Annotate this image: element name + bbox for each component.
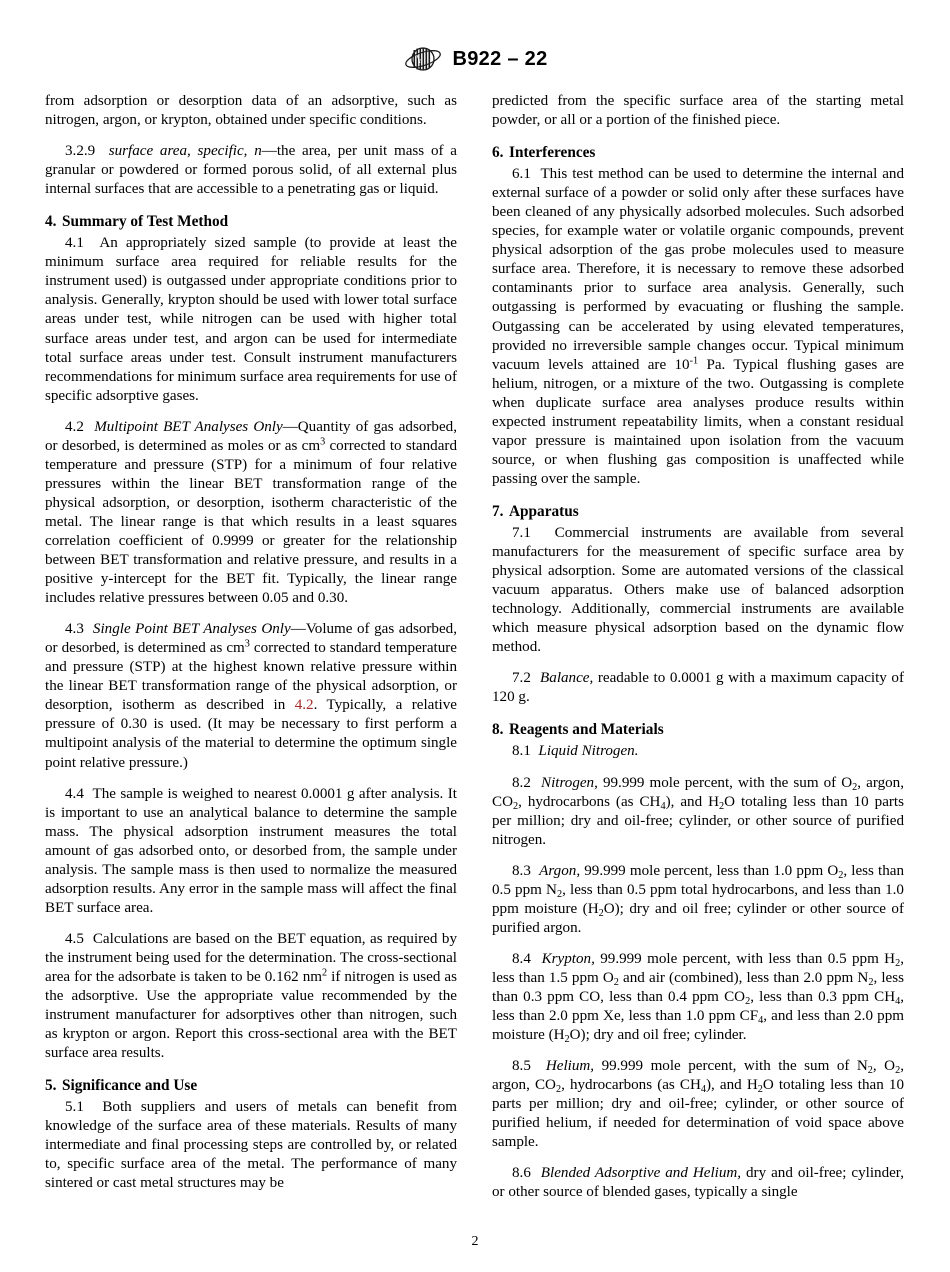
paragraph-number: 7.1 — [512, 524, 531, 541]
paragraph-number: 8.5 — [512, 1058, 531, 1075]
paragraph-4-4 — [45, 785, 457, 918]
defined-term: Helium, — [545, 1058, 595, 1075]
paragraph-5-1 — [45, 1098, 457, 1193]
superscript-exponent: -1 — [689, 355, 699, 367]
defined-term: Single Point BET Analyses Only — [92, 621, 291, 638]
defined-term: Nitrogen, — [541, 774, 598, 791]
section-title: Apparatus — [509, 502, 579, 520]
paragraph-8-6 — [492, 1164, 904, 1202]
paragraph-4-1 — [45, 234, 457, 405]
paragraph-6-1 — [492, 165, 904, 489]
paragraph-number: 3.2.9 — [65, 143, 96, 160]
paragraph-number: 6.1 — [512, 166, 531, 183]
section-number: 8. — [492, 721, 504, 739]
paragraph-4-5 — [45, 930, 457, 1063]
paragraph-number: 8.4 — [512, 950, 531, 967]
paragraph-8-3 — [492, 862, 904, 938]
paragraph-text-a: Calculations are based on the BET equation, as required by the instrument being used for the determination. The cross-sectional area for the adsorbate is taken to be 0.162 nm — [45, 930, 457, 985]
section-number: 7. — [492, 502, 504, 520]
paragraph-text-a: —Quantity of gas adsorbed, or desorbed, is determined as moles or as cm — [45, 418, 457, 454]
astm-logo — [403, 44, 443, 74]
paragraph-continued-top-right: predicted from the specific surface area of the starting metal powder, or all or a portion of the finished piece. — [492, 93, 904, 129]
section-heading-5 — [45, 1063, 457, 1098]
paragraph-7-2 — [492, 669, 904, 707]
cross-reference-link-4-2[interactable]: 4.2 — [294, 697, 314, 714]
section-heading-7 — [492, 489, 904, 524]
paragraph-text-a: This test method can be used to determine the internal and external surface of a powder or solid only after these surfaces have been cleaned of any physically adsorbed molecules. Such adsorbed species, for example water or volatile organic compounds, prevent physical adsorption of the gas probe molecules used to measure surface area. Therefore, it is necessary to remove these adsorbed contaminants prior to surface area analysis. Generally, such outgassing is performed by evacuating or flushing the sample. Outgassing can be accelerated by using elevated temperatures, provided no irreversible sample changes occur. Typical minimum vacuum levels attained are 10 — [492, 166, 904, 373]
paragraph-text: Commercial instruments are available from several manufacturers for the measurement of specific surface area by physical adsorption. Some are automated versions of the classical vacuum apparatus. Others make use of balanced adsorption technology. Additionally, commercial instruments are available which measure physical adsorption based on the dynamic flow method. — [492, 524, 904, 656]
paragraph-7-1 — [492, 524, 904, 657]
paragraph-text: The sample is weighed to nearest 0.0001 g after analysis. It is important to use an analytical balance to determine the sample mass. The physical adsorption instrument measures the total amount of gas adsorbed onto, or desorbed from, the sample under analysis. The sample mass is then used to normalize the measured adsorption results. Any error in the sample mass will affect the final BET surface area. — [45, 785, 457, 916]
paragraph-text: 99.999 mole percent, with less than 0.5 ppm $H_2$, less than 1.5 ppm $O_2$ and air (combined), less than 2.0 ppm $N_2$, less than 0.3 ppm CO, less than 0.4 ppm $CO_2$, less than 0.3 ppm $CH_4$, less than 2.0 ppm Xe, less than 1.0 ppm $CF_4$, and less than 2.0 ppm moisture $(H_2O)$; dry and oil free; cylinder. — [492, 950, 905, 1045]
defined-term: surface area, specific, n — [108, 143, 262, 160]
section-title: Reagents and Materials — [509, 721, 664, 739]
paragraph-continued-top-left: from adsorption or desorption data of an adsorptive, such as nitrogen, argon, or krypton, obtained under specific conditions. — [45, 93, 457, 129]
paragraph-8-1 — [492, 742, 904, 761]
paragraph-8-2 — [492, 774, 904, 850]
paragraph-8-4 — [492, 950, 904, 1045]
page-header — [0, 44, 950, 74]
paragraph-text: dry and oil-free; cylinder, or other source of blended gases, typically a single — [492, 1165, 905, 1201]
right-column — [492, 92, 904, 1202]
paragraph-number: 8.1 — [512, 743, 531, 760]
paragraph-text: 99.999 mole percent, with the sum of $N_2$, $O_2$, argon, $CO_2$, hydrocarbons (as $CH_4$), and $H_2O$ totaling less than 10 parts per million; dry and oil-free; cylinder, or other source of purified helium, if needed for determination of void space above sample. — [492, 1058, 904, 1151]
paragraph-3-2-9 — [45, 142, 457, 199]
paragraph-text-b: corrected to standard temperature and pressure (STP) for a minimum of four relative pressures within the linear BET transformation range of the physical adsorption, or desorption, isotherm characteristic of the metal. The linear range is that which results in a least squares correlation coefficient of 0.9999 or greater for the relationship between BET transformation and relative pressure, and results in a positive y-intercept for the BET fit. Typically, the linear range includes relative pressures between 0.05 and 0.30. — [45, 437, 457, 607]
paragraph-text: Both suppliers and users of metals can benefit from knowledge of the surface area of these materials. Results of many intermediate and final processing steps are controlled by, or related to, specific surface area of the metal. The performance of many sintered or cast metal structures may be — [45, 1099, 458, 1192]
paragraph-text-c: . Typically, a relative pressure of 0.30 is used. (It may be necessary to first perform a multipoint analysis of the material to determine the optimum single point relative pressure.) — [45, 697, 457, 771]
paragraph-number: 4.4 — [65, 785, 84, 802]
paragraph-text-a: —Volume of gas adsorbed, or desorbed, is determined as cm — [45, 621, 458, 657]
section-number: 5. — [45, 1077, 57, 1095]
paragraph-4-2 — [45, 418, 457, 608]
superscript-exponent: 3 — [320, 436, 326, 448]
paragraph-number: 8.6 — [512, 1165, 531, 1182]
paragraph-number: 4.3 — [65, 621, 84, 638]
paragraph-number: 4.2 — [65, 418, 84, 435]
paragraph-text: —the area, per unit mass of a granular or powdered or formed porous solid, of all external plus internal surfaces that are accessible to a penetrating gas or liquid. — [45, 143, 457, 198]
paragraph-text: readable to 0.0001 g with a maximum capacity of 120 g. — [492, 670, 905, 706]
paragraph-number: 8.2 — [512, 774, 531, 791]
paragraph-text: An appropriately sized sample (to provide at least the minimum surface area required for reliable results for the instrument used) is outgassed under appropriate conditions prior to analysis. Generally, krypton should be used with lower total surface areas under test, while nitrogen can be used with higher total surface areas under test, and argon can be used for intermediate total surface areas under test. Consult instrument manufacturers recommendations for minimum surface area requirements for use of specific adsorptive gases. — [45, 235, 457, 404]
paragraph-number: 8.3 — [512, 862, 531, 879]
section-heading-6 — [492, 130, 904, 165]
paragraph-number: 4.5 — [65, 930, 84, 947]
defined-term: Blended Adsorptive and Helium, — [540, 1165, 742, 1182]
defined-term: Krypton, — [541, 950, 595, 967]
paragraph-8-5 — [492, 1057, 904, 1152]
section-number: 6. — [492, 144, 504, 162]
section-title: Significance and Use — [62, 1077, 198, 1095]
section-title: Interferences — [509, 144, 596, 162]
page-footer — [0, 1234, 950, 1250]
paragraph-text-b: if nitrogen is used as the adsorptive. Use the appropriate value recommended by the instrument manufacturer for adsorptives other than nitrogen, such as krypton or argon. Report this cross-sectional area with the BET surface area results. — [45, 968, 457, 1062]
section-heading-8 — [492, 707, 904, 742]
paragraph-text-b: Pa. Typical flushing gases are helium, nitrogen, or a mixture of the two. Outgassing is complete when duplicate surface area analyses produce results within expected instrument repeatability limits, when a constant residual vapor pressure is maintained upon isolation from the vacuum source, or when flushing gas composition is unaffected while passing over the sample. — [492, 356, 905, 487]
paragraph-text: 99.999 mole percent, less than 1.0 ppm $O_2$, less than 0.5 ppm $N_2$, less than 0.5 ppm total hydrocarbons, and less than 1.0 ppm moisture $(H_2O)$; dry and oil free; cylinder or other source of purified argon. — [492, 862, 905, 936]
document-designation: B922 – 22 — [452, 47, 548, 70]
paragraph-number: 4.1 — [65, 235, 84, 252]
page-columns — [45, 92, 905, 1202]
paragraph-text: 99.999 mole percent, with the sum of $O_2$, argon, $CO_2$, hydrocarbons (as $CH_4$), and $H_2O$ totaling less than 10 parts per million; dry and oil-free; cylinder, or other source of purified nitrogen. — [492, 774, 904, 848]
paragraph-number: 5.1 — [65, 1099, 84, 1116]
defined-term: Balance, — [540, 670, 594, 687]
left-column — [45, 92, 457, 1202]
paragraph-text-b: corrected to standard temperature and pressure (STP) at the highest known relative pressure within the linear BET transformation range of the physical adsorption, or desorption, isotherm as described in — [45, 640, 457, 714]
superscript-exponent: 2 — [322, 967, 328, 979]
paragraph-number: 7.2 — [512, 670, 531, 687]
defined-term: Liquid Nitrogen. — [538, 743, 639, 760]
section-title: Summary of Test Method — [62, 213, 229, 231]
superscript-exponent: 3 — [244, 638, 250, 650]
defined-term: Multipoint BET Analyses Only — [94, 418, 283, 435]
paragraph-4-3 — [45, 620, 457, 772]
defined-term: Argon, — [539, 862, 581, 879]
section-heading-4 — [45, 199, 457, 234]
page-number: 2 — [471, 1234, 479, 1249]
section-number: 4. — [45, 213, 57, 231]
